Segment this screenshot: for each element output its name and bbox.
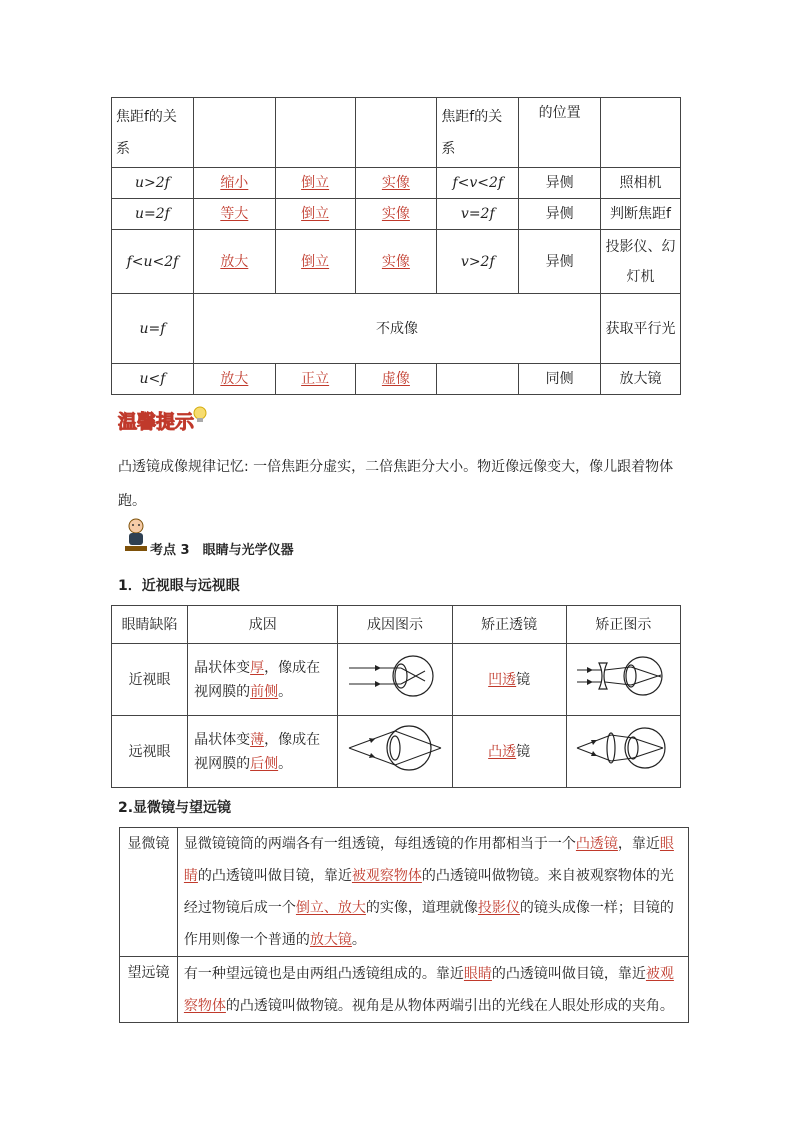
object-distance: u=f [112, 294, 194, 364]
image-size: 放大 [193, 230, 275, 294]
myopia-cause-diagram [338, 644, 452, 716]
defect-name: 远视眼 [112, 716, 188, 788]
image-size: 缩小 [193, 168, 275, 199]
tip-text: 凸透镜成像规律记忆: 一倍焦距分虚实，二倍焦距分大小。物近像远像变大，像儿跟着物体跑。 [118, 459, 674, 509]
heading-myopia-hyperopia: 1．近视眼与远视眼 [118, 578, 240, 594]
instrument-name: 望远镜 [120, 957, 178, 1023]
correction-lens: 凹透镜 [452, 644, 566, 716]
image-distance: v>2f [437, 230, 519, 294]
application: 投影仪、幻灯机 [601, 230, 681, 294]
image-distance: v=2f [437, 199, 519, 230]
image-side: 异侧 [519, 168, 601, 199]
image-orientation: 倒立 [275, 168, 355, 199]
hyperopia-correction-diagram [566, 716, 680, 788]
image-distance: f<v<2f [437, 168, 519, 199]
telescope-description: 有一种望远镜也是由两组凸透镜组成的。靠近眼睛的凸透镜叫做目镜，靠近被观察物体的凸透镜叫做物镜。视角是从物体两端引出的光线在人眼处形成的夹角。 [177, 957, 688, 1023]
section-marker [124, 518, 148, 554]
table-cell [193, 98, 275, 168]
table-row [120, 828, 689, 957]
col-header: 成因 [188, 606, 338, 644]
table-row [112, 644, 681, 716]
application: 照相机 [601, 168, 681, 199]
table-cell [519, 98, 601, 168]
hyperopic-eye-diagram [345, 723, 445, 773]
heading-microscope-telescope: 2.显微镜与望远镜 [118, 800, 232, 816]
no-image-cell: 不成像 [193, 294, 600, 364]
convex-lens-correction-diagram [573, 723, 673, 773]
table-row [112, 294, 681, 364]
cause-text: 晶状体变薄，像成在视网膜的后侧。 [188, 716, 338, 788]
col-header: 眼睛缺陷 [112, 606, 188, 644]
instrument-name: 显微镜 [120, 828, 178, 957]
table-row [120, 957, 689, 1023]
col-header: 矫正图示 [566, 606, 680, 644]
microscope-description: 显微镜镜筒的两端各有一组透镜，每组透镜的作用都相当于一个凸透镜，靠近眼睛的凸透镜叫做目镜，靠近被观察物体的凸透镜叫做物镜。来自被观察物体的光经过物镜后成一个倒立、放大的实像，道理就像投影仪的镜头成像一样；目镜的作用则像一个普通的放大镜。 [177, 828, 688, 957]
instrument-table [119, 827, 689, 1023]
header-focal-relation-v: 焦距f的关系 [441, 108, 503, 157]
image-side: 同侧 [519, 364, 601, 395]
section-title: 考点 3 眼睛与光学仪器 [150, 543, 294, 558]
image-side: 异侧 [519, 199, 601, 230]
header-focal-relation: 焦距f的关系 [116, 108, 177, 157]
concave-lens-correction-diagram [573, 653, 673, 699]
eye-defect-table [111, 605, 681, 788]
image-distance [437, 364, 519, 395]
table-row [112, 230, 681, 294]
lightbulb-icon [116, 406, 210, 436]
defect-name: 近视眼 [112, 644, 188, 716]
table-row [112, 199, 681, 230]
image-size: 放大 [193, 364, 275, 395]
image-kind: 实像 [355, 199, 437, 230]
image-orientation: 倒立 [275, 199, 355, 230]
image-orientation: 正立 [275, 364, 355, 395]
image-kind: 实像 [355, 168, 437, 199]
table-cell [112, 98, 194, 168]
table-cell [355, 98, 437, 168]
image-size: 等大 [193, 199, 275, 230]
image-orientation: 倒立 [275, 230, 355, 294]
table-row [112, 716, 681, 788]
image-kind: 虚像 [355, 364, 437, 395]
myopia-correction-diagram [566, 644, 680, 716]
imaging-rules-table [111, 97, 681, 395]
teacher-icon [124, 518, 148, 554]
object-distance: u<f [112, 364, 194, 395]
hyperopia-cause-diagram [338, 716, 452, 788]
application: 放大镜 [601, 364, 681, 395]
object-distance: f<u<2f [112, 230, 194, 294]
table-row [112, 606, 681, 644]
col-header: 成因图示 [338, 606, 452, 644]
object-distance: u>2f [112, 168, 194, 199]
table-cell [601, 98, 681, 168]
application: 判断焦距f [601, 199, 681, 230]
table-cell [275, 98, 355, 168]
object-distance: u=2f [112, 199, 194, 230]
image-kind: 实像 [355, 230, 437, 294]
header-position: 的位置 [538, 105, 581, 121]
svg-text:温馨提示: 温馨提示 [118, 411, 195, 433]
myopic-eye-diagram [345, 653, 445, 699]
table-row [112, 168, 681, 199]
tip-badge [116, 406, 210, 436]
image-side: 异侧 [519, 230, 601, 294]
table-row [112, 364, 681, 395]
table-cell [437, 98, 519, 168]
table-row [112, 98, 681, 168]
correction-lens: 凸透镜 [452, 716, 566, 788]
cause-text: 晶状体变厚，像成在视网膜的前侧。 [188, 644, 338, 716]
col-header: 矫正透镜 [452, 606, 566, 644]
application: 获取平行光 [601, 294, 681, 364]
